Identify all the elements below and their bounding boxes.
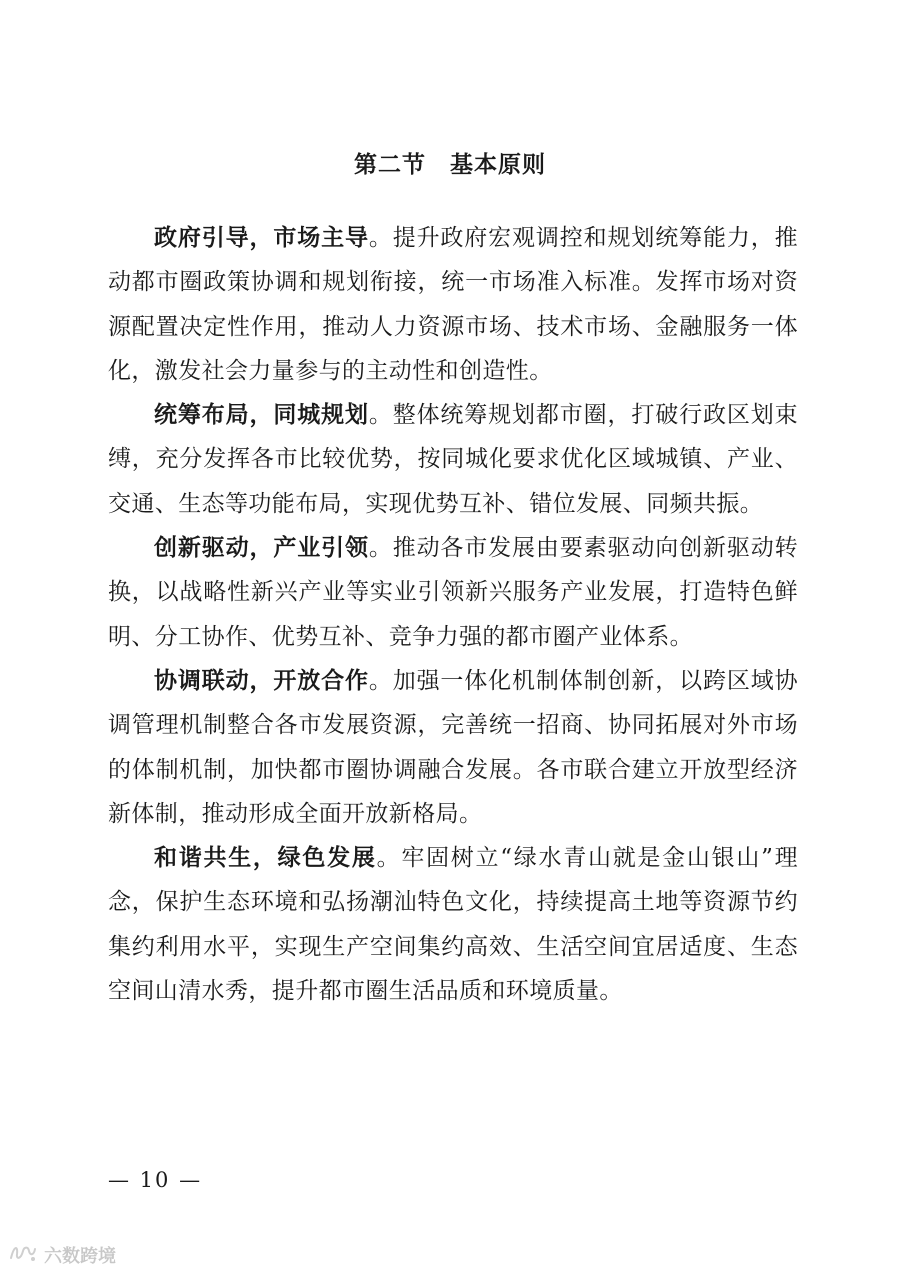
principle-paragraph-4 <box>108 659 798 836</box>
watermark-text: 六数跨境 <box>44 1246 116 1267</box>
principle-heading-5: 和谐共生，绿色发展 <box>154 845 377 872</box>
principle-paragraph-2 <box>108 393 798 526</box>
principle-paragraph-5 <box>108 836 798 1013</box>
watermark <box>8 1242 116 1268</box>
principle-paragraph-3 <box>108 526 798 659</box>
principle-heading-1: 政府引导，市场主导 <box>154 225 369 251</box>
principle-text-4: 。加强一体化机制体制创新，以跨区域协调管理机制整合各市发展资源，完善统一招商、协同拓展对外市场的体制机制，加快都市圈协调融合发展。各市联合建立开放型经济新体制，推动形成全面开放新格局。 <box>108 667 798 827</box>
principle-text-2: 。整体统筹规划都市圈，打破行政区划束缚，充分发挥各市比较优势，按同城化要求优化区域城镇、产业、交通、生态等功能布局，实现优势互补、错位发展、同频共振。 <box>108 402 798 517</box>
section-title: 第二节 基本原则 <box>354 152 546 178</box>
principle-heading-3: 创新驱动，产业引领 <box>154 535 369 562</box>
principle-text-5: 。牢固树立“绿水青山就是金山银山”理念，保护生态环境和弘扬潮汕特色文化，持续提高土地等资源节约集约利用水平，实现生产空间集约高效、生活空间宜居适度、生态空间山清水秀，提升都市圈生活品质和环境质量。 <box>108 845 798 1005</box>
page-number: — 10 — <box>108 1168 203 1192</box>
principle-heading-4: 协调联动，开放合作 <box>154 667 369 694</box>
principles-body <box>108 216 798 1013</box>
principle-paragraph-1 <box>108 216 798 393</box>
cursive-logo-icon <box>8 1242 38 1268</box>
principle-text-3: 。推动各市发展由要素驱动向创新驱动转换，以战略性新兴产业等实业引领新兴服务产业发展，打造特色鲜明、分工协作、优势互补、竞争力强的都市圈产业体系。 <box>108 535 798 650</box>
principle-text-1: 。提升政府宏观调控和规划统筹能力，推动都市圈政策协调和规划衔接，统一市场准入标准。发挥市场对资源配置决定性作用，推动人力资源市场、技术市场、金融服务一体化，激发社会力量参与的主动性和创造性。 <box>108 225 798 384</box>
principle-heading-2: 统筹布局，同城规划 <box>154 402 369 429</box>
